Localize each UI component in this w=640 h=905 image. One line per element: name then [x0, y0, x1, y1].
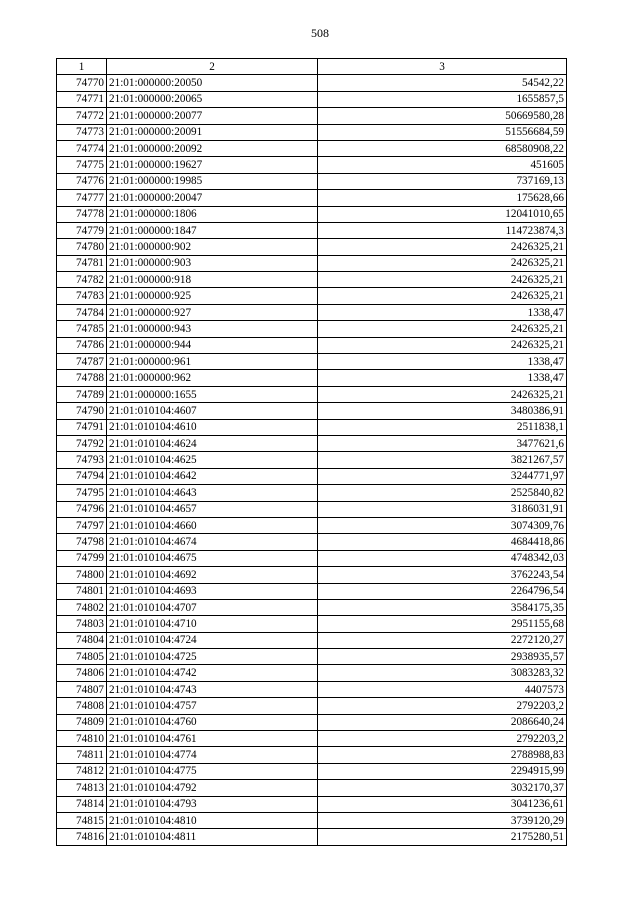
- cadastral-value-cell: 2426325,21: [318, 386, 567, 402]
- cadastral-number-cell: 21:01:000000:961: [107, 354, 318, 370]
- table-row: [57, 583, 567, 599]
- table-row: [57, 403, 567, 419]
- cadastral-value-cell: 3074309,76: [318, 517, 567, 533]
- row-number-cell: 74805: [57, 649, 107, 665]
- table-row: [57, 829, 567, 845]
- cadastral-value-cell: 51556684,59: [318, 124, 567, 140]
- cadastral-value-cell: 175628,66: [318, 190, 567, 206]
- cadastral-number-cell: 21:01:010104:4607: [107, 403, 318, 419]
- column-header-cadastral-number: 2: [107, 59, 318, 75]
- cadastral-value-cell: 737169,13: [318, 173, 567, 189]
- cadastral-value-cell: 2294915,99: [318, 763, 567, 779]
- table-row: [57, 780, 567, 796]
- row-number-cell: 74777: [57, 190, 107, 206]
- cadastral-value-cell: 2792203,2: [318, 731, 567, 747]
- row-number-cell: 74795: [57, 485, 107, 501]
- cadastral-number-cell: 21:01:000000:19627: [107, 157, 318, 173]
- table-header-row: [57, 59, 567, 75]
- cadastral-number-cell: 21:01:010104:4692: [107, 567, 318, 583]
- cadastral-number-cell: 21:01:010104:4774: [107, 747, 318, 763]
- cadastral-value-cell: 1338,47: [318, 354, 567, 370]
- cadastral-value-cell: 3821267,57: [318, 452, 567, 468]
- cadastral-number-cell: 21:01:000000:20065: [107, 91, 318, 107]
- row-number-cell: 74772: [57, 108, 107, 124]
- table-row: [57, 272, 567, 288]
- table-row: [57, 567, 567, 583]
- row-number-cell: 74786: [57, 337, 107, 353]
- cadastral-number-cell: 21:01:000000:927: [107, 304, 318, 320]
- row-number-cell: 74816: [57, 829, 107, 845]
- cadastral-number-cell: 21:01:000000:20047: [107, 190, 318, 206]
- cadastral-number-cell: 21:01:000000:19985: [107, 173, 318, 189]
- table-row: [57, 616, 567, 632]
- row-number-cell: 74813: [57, 780, 107, 796]
- cadastral-value-cell: 114723874,3: [318, 222, 567, 238]
- cadastral-number-cell: 21:01:000000:20077: [107, 108, 318, 124]
- row-number-cell: 74799: [57, 550, 107, 566]
- row-number-cell: 74808: [57, 698, 107, 714]
- cadastral-value-cell: 50669580,28: [318, 108, 567, 124]
- table-row: [57, 698, 567, 714]
- row-number-cell: 74773: [57, 124, 107, 140]
- cadastral-value-cell: 54542,22: [318, 75, 567, 91]
- row-number-cell: 74774: [57, 140, 107, 156]
- row-number-cell: 74792: [57, 435, 107, 451]
- cadastral-number-cell: 21:01:000000:20091: [107, 124, 318, 140]
- table-row: [57, 337, 567, 353]
- row-number-cell: 74771: [57, 91, 107, 107]
- cadastral-number-cell: 21:01:010104:4710: [107, 616, 318, 632]
- cadastral-value-cell: 2792203,2: [318, 698, 567, 714]
- table-row: [57, 485, 567, 501]
- row-number-cell: 74809: [57, 714, 107, 730]
- cadastral-number-cell: 21:01:010104:4674: [107, 534, 318, 550]
- table-row: [57, 222, 567, 238]
- column-header-value: 3: [318, 59, 567, 75]
- cadastral-value-cell: 3762243,54: [318, 567, 567, 583]
- cadastral-number-cell: 21:01:000000:944: [107, 337, 318, 353]
- table-row: [57, 304, 567, 320]
- row-number-cell: 74778: [57, 206, 107, 222]
- table-row: [57, 386, 567, 402]
- cadastral-number-cell: 21:01:010104:4657: [107, 501, 318, 517]
- row-number-cell: 74784: [57, 304, 107, 320]
- row-number-cell: 74793: [57, 452, 107, 468]
- cadastral-value-cell: 4407573: [318, 681, 567, 697]
- table-row: [57, 173, 567, 189]
- cadastral-value-cell: 1338,47: [318, 370, 567, 386]
- table-row: [57, 714, 567, 730]
- row-number-cell: 74791: [57, 419, 107, 435]
- table-row: [57, 140, 567, 156]
- table-row: [57, 534, 567, 550]
- table-row: [57, 812, 567, 828]
- column-header-number: 1: [57, 59, 107, 75]
- cadastral-value-cell: 3032170,37: [318, 780, 567, 796]
- cadastral-value-cell: 2525840,82: [318, 485, 567, 501]
- row-number-cell: 74801: [57, 583, 107, 599]
- row-number-cell: 74788: [57, 370, 107, 386]
- row-number-cell: 74781: [57, 255, 107, 271]
- cadastral-number-cell: 21:01:010104:4725: [107, 649, 318, 665]
- cadastral-value-table: [56, 58, 567, 846]
- table-body: [57, 75, 567, 845]
- cadastral-value-cell: 2426325,21: [318, 321, 567, 337]
- cadastral-value-cell: 12041010,65: [318, 206, 567, 222]
- table-row: [57, 452, 567, 468]
- cadastral-number-cell: 21:01:010104:4757: [107, 698, 318, 714]
- cadastral-value-cell: 3480386,91: [318, 403, 567, 419]
- table-row: [57, 239, 567, 255]
- cadastral-number-cell: 21:01:010104:4660: [107, 517, 318, 533]
- table-row: [57, 468, 567, 484]
- row-number-cell: 74787: [57, 354, 107, 370]
- row-number-cell: 74780: [57, 239, 107, 255]
- cadastral-number-cell: 21:01:000000:1806: [107, 206, 318, 222]
- cadastral-number-cell: 21:01:000000:925: [107, 288, 318, 304]
- table-row: [57, 796, 567, 812]
- table-row: [57, 501, 567, 517]
- cadastral-value-cell: 2938935,57: [318, 649, 567, 665]
- cadastral-value-cell: 3477621,6: [318, 435, 567, 451]
- cadastral-value-cell: 3244771,97: [318, 468, 567, 484]
- row-number-cell: 74783: [57, 288, 107, 304]
- row-number-cell: 74798: [57, 534, 107, 550]
- row-number-cell: 74810: [57, 731, 107, 747]
- cadastral-value-cell: 3584175,35: [318, 599, 567, 615]
- row-number-cell: 74811: [57, 747, 107, 763]
- cadastral-number-cell: 21:01:010104:4811: [107, 829, 318, 845]
- table-row: [57, 681, 567, 697]
- cadastral-value-cell: 451605: [318, 157, 567, 173]
- cadastral-value-cell: 2175280,51: [318, 829, 567, 845]
- row-number-cell: 74802: [57, 599, 107, 615]
- row-number-cell: 74782: [57, 272, 107, 288]
- cadastral-value-cell: 2426325,21: [318, 272, 567, 288]
- row-number-cell: 74794: [57, 468, 107, 484]
- cadastral-value-cell: 2426325,21: [318, 288, 567, 304]
- table-row: [57, 190, 567, 206]
- table-row: [57, 108, 567, 124]
- cadastral-number-cell: 21:01:000000:918: [107, 272, 318, 288]
- row-number-cell: 74797: [57, 517, 107, 533]
- table-row: [57, 206, 567, 222]
- cadastral-value-cell: 2426325,21: [318, 255, 567, 271]
- cadastral-number-cell: 21:01:010104:4810: [107, 812, 318, 828]
- cadastral-number-cell: 21:01:010104:4743: [107, 681, 318, 697]
- row-number-cell: 74800: [57, 567, 107, 583]
- row-number-cell: 74789: [57, 386, 107, 402]
- table-row: [57, 550, 567, 566]
- cadastral-value-cell: 2086640,24: [318, 714, 567, 730]
- cadastral-number-cell: 21:01:010104:4775: [107, 763, 318, 779]
- cadastral-number-cell: 21:01:010104:4761: [107, 731, 318, 747]
- table-row: [57, 354, 567, 370]
- cadastral-value-cell: 3083283,32: [318, 665, 567, 681]
- cadastral-number-cell: 21:01:000000:1847: [107, 222, 318, 238]
- cadastral-value-cell: 2264796,54: [318, 583, 567, 599]
- table-row: [57, 255, 567, 271]
- row-number-cell: 74815: [57, 812, 107, 828]
- row-number-cell: 74775: [57, 157, 107, 173]
- cadastral-number-cell: 21:01:010104:4760: [107, 714, 318, 730]
- table-row: [57, 91, 567, 107]
- table-row: [57, 599, 567, 615]
- row-number-cell: 74790: [57, 403, 107, 419]
- table-row: [57, 517, 567, 533]
- page-number: 508: [311, 26, 329, 40]
- table-row: [57, 632, 567, 648]
- row-number-cell: 74807: [57, 681, 107, 697]
- cadastral-number-cell: 21:01:010104:4624: [107, 435, 318, 451]
- row-number-cell: 74770: [57, 75, 107, 91]
- cadastral-number-cell: 21:01:010104:4693: [107, 583, 318, 599]
- cadastral-number-cell: 21:01:000000:962: [107, 370, 318, 386]
- cadastral-number-cell: 21:01:010104:4625: [107, 452, 318, 468]
- cadastral-number-cell: 21:01:000000:903: [107, 255, 318, 271]
- cadastral-value-cell: 4684418,86: [318, 534, 567, 550]
- table-row: [57, 649, 567, 665]
- cadastral-value-cell: 3186031,91: [318, 501, 567, 517]
- cadastral-value-cell: 3739120,29: [318, 812, 567, 828]
- table-row: [57, 763, 567, 779]
- table-row: [57, 370, 567, 386]
- row-number-cell: 74814: [57, 796, 107, 812]
- cadastral-value-cell: 2426325,21: [318, 239, 567, 255]
- cadastral-number-cell: 21:01:000000:1655: [107, 386, 318, 402]
- cadastral-number-cell: 21:01:010104:4643: [107, 485, 318, 501]
- row-number-cell: 74803: [57, 616, 107, 632]
- row-number-cell: 74806: [57, 665, 107, 681]
- row-number-cell: 74776: [57, 173, 107, 189]
- cadastral-number-cell: 21:01:010104:4610: [107, 419, 318, 435]
- cadastral-number-cell: 21:01:010104:4742: [107, 665, 318, 681]
- table-row: [57, 157, 567, 173]
- table-row: [57, 419, 567, 435]
- cadastral-value-cell: 2426325,21: [318, 337, 567, 353]
- cadastral-number-cell: 21:01:010104:4792: [107, 780, 318, 796]
- table-row: [57, 321, 567, 337]
- table-row: [57, 124, 567, 140]
- row-number-cell: 74796: [57, 501, 107, 517]
- cadastral-number-cell: 21:01:010104:4724: [107, 632, 318, 648]
- cadastral-value-cell: 2511838,1: [318, 419, 567, 435]
- row-number-cell: 74804: [57, 632, 107, 648]
- cadastral-value-cell: 2951155,68: [318, 616, 567, 632]
- cadastral-value-cell: 1655857,5: [318, 91, 567, 107]
- cadastral-number-cell: 21:01:000000:20050: [107, 75, 318, 91]
- cadastral-number-cell: 21:01:010104:4675: [107, 550, 318, 566]
- cadastral-value-cell: 3041236,61: [318, 796, 567, 812]
- cadastral-number-cell: 21:01:000000:943: [107, 321, 318, 337]
- table-row: [57, 435, 567, 451]
- cadastral-value-cell: 68580908,22: [318, 140, 567, 156]
- table-row: [57, 747, 567, 763]
- cadastral-number-cell: 21:01:000000:902: [107, 239, 318, 255]
- row-number-cell: 74779: [57, 222, 107, 238]
- cadastral-value-cell: 2788988,83: [318, 747, 567, 763]
- table-row: [57, 75, 567, 91]
- table-row: [57, 665, 567, 681]
- cadastral-value-cell: 1338,47: [318, 304, 567, 320]
- cadastral-number-cell: 21:01:010104:4707: [107, 599, 318, 615]
- table-row: [57, 288, 567, 304]
- row-number-cell: 74812: [57, 763, 107, 779]
- cadastral-value-cell: 2272120,27: [318, 632, 567, 648]
- row-number-cell: 74785: [57, 321, 107, 337]
- table-row: [57, 731, 567, 747]
- cadastral-value-cell: 4748342,03: [318, 550, 567, 566]
- cadastral-number-cell: 21:01:010104:4793: [107, 796, 318, 812]
- cadastral-number-cell: 21:01:010104:4642: [107, 468, 318, 484]
- cadastral-number-cell: 21:01:000000:20092: [107, 140, 318, 156]
